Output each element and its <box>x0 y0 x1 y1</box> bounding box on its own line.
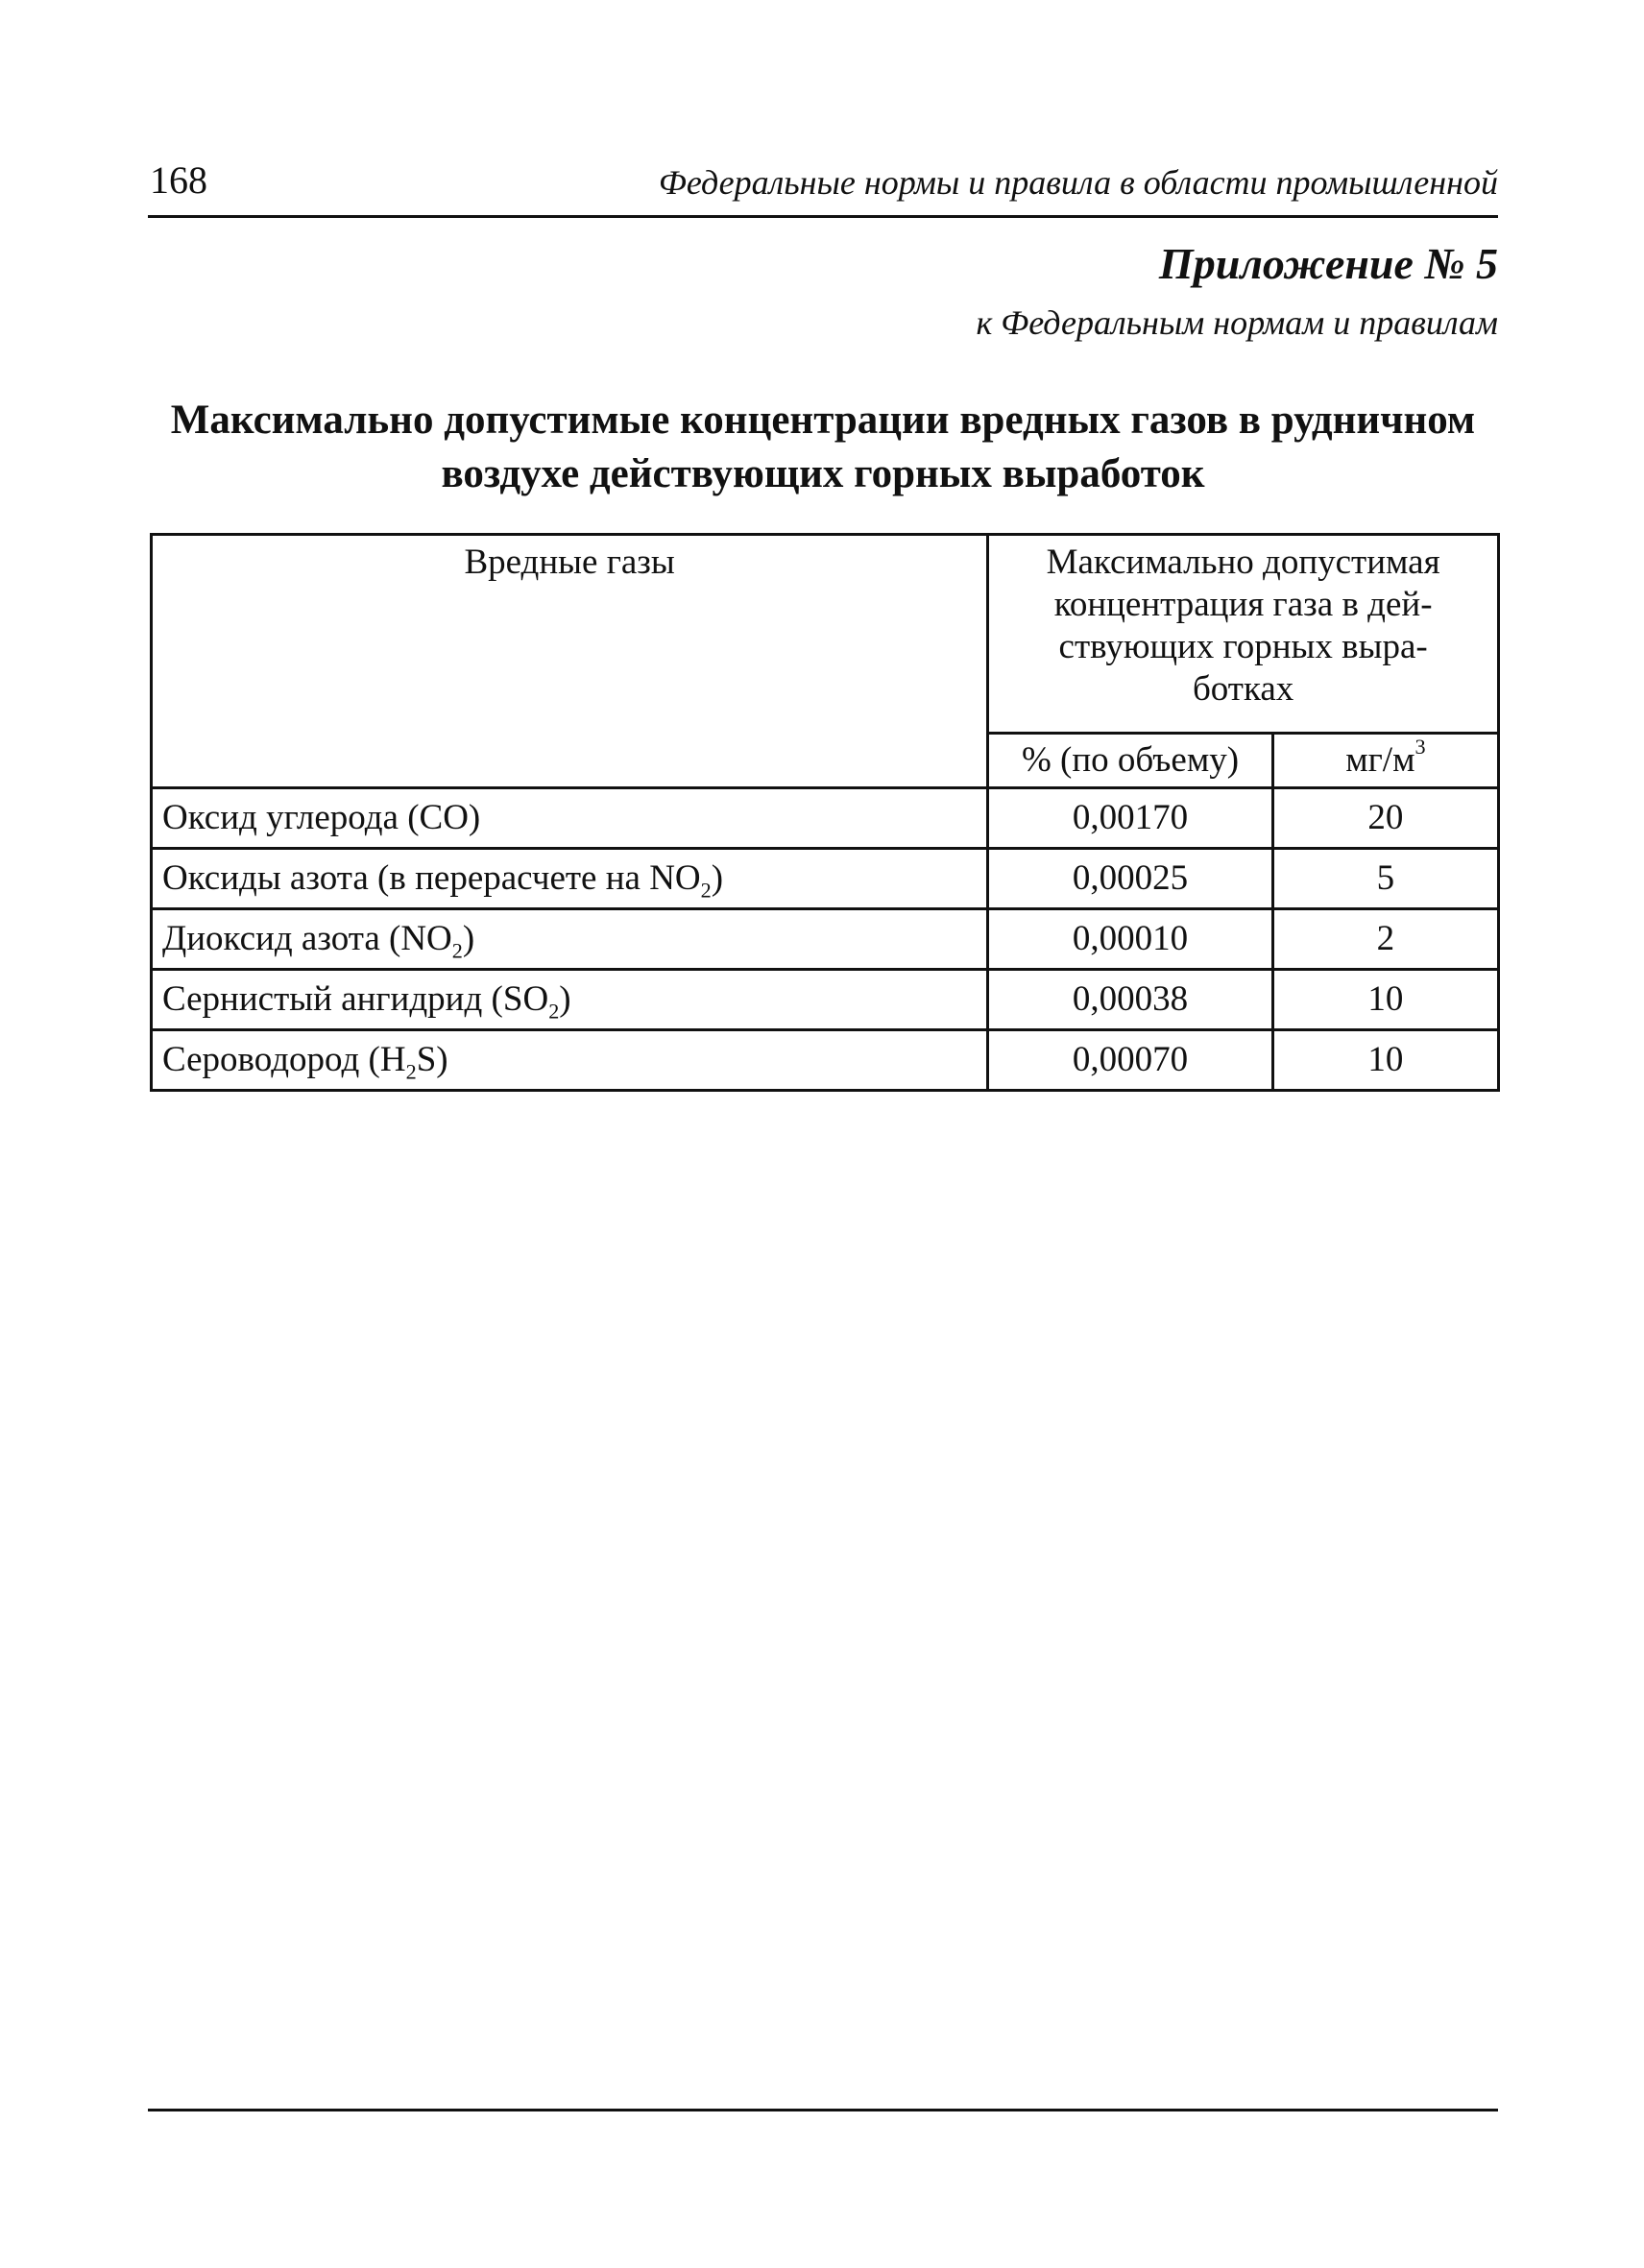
gas-name: Оксиды азота (в перерасчете на NO <box>162 858 701 898</box>
gas-name-suffix: ) <box>559 979 571 1019</box>
header-rule <box>148 215 1498 218</box>
page-number: 168 <box>150 158 207 202</box>
gas-subscript: 2 <box>548 999 560 1024</box>
document-title <box>148 394 1498 501</box>
table-row <box>152 909 1499 970</box>
header-harmful-gases: Вредные газы <box>152 535 988 788</box>
percent-cell: 0,00010 <box>988 909 1273 970</box>
table-row <box>152 849 1499 909</box>
header-max-line-1: Максимально допустимая <box>1046 543 1440 582</box>
percent-cell: 0,00025 <box>988 849 1273 909</box>
document-title-line-1: Максимально допустимые концентрации вредных газов в рудничном <box>170 398 1476 443</box>
table-row <box>152 1030 1499 1091</box>
table-header-row <box>152 535 1499 734</box>
gas-subscript: 2 <box>451 938 463 963</box>
header-max-line-2: концентрация газа в дей- <box>1053 585 1433 624</box>
table-row <box>152 970 1499 1030</box>
mg-cell: 10 <box>1272 1030 1498 1091</box>
header-max-line-4: ботках <box>1192 669 1294 709</box>
running-head: Федеральные нормы и правила в области промышленной <box>658 163 1498 202</box>
gas-name-cell <box>152 1030 988 1091</box>
mg-cell: 2 <box>1272 909 1498 970</box>
document-title-line-2: воздухе действующих горных выработок <box>441 451 1205 496</box>
mg-cell: 10 <box>1272 970 1498 1030</box>
gas-name: Сернистый ангидрид (SO <box>162 979 549 1019</box>
percent-cell: 0,00170 <box>988 788 1273 849</box>
gas-name-cell <box>152 788 988 849</box>
gas-concentration-table <box>150 533 1500 1092</box>
gas-name: Оксид углерода (CO) <box>162 798 481 837</box>
header-unit-percent: % (по объему) <box>988 734 1273 788</box>
gas-name-suffix: S) <box>416 1040 448 1079</box>
footer-rule <box>148 2109 1498 2111</box>
mg-cell: 20 <box>1272 788 1498 849</box>
gas-subscript: 2 <box>700 878 712 903</box>
gas-name-cell <box>152 909 988 970</box>
percent-cell: 0,00038 <box>988 970 1273 1030</box>
gas-name-cell <box>152 849 988 909</box>
appendix-subtitle: к Федеральным нормам и правилам <box>976 303 1498 342</box>
header-max-concentration <box>988 535 1499 734</box>
gas-name-suffix: ) <box>711 858 724 898</box>
header-unit-mg <box>1272 734 1498 788</box>
table-row <box>152 788 1499 849</box>
gas-subscript: 2 <box>405 1059 417 1084</box>
gas-name-cell <box>152 970 988 1030</box>
appendix-title: Приложение № 5 <box>1158 239 1498 288</box>
mg-cell: 5 <box>1272 849 1498 909</box>
unit-mg-base: мг/м <box>1345 740 1415 780</box>
gas-name: Диоксид азота (NO <box>162 919 452 958</box>
gas-name: Сероводород (H <box>162 1040 406 1079</box>
unit-mg-sup: 3 <box>1414 735 1426 760</box>
gas-name-suffix: ) <box>462 919 475 958</box>
percent-cell: 0,00070 <box>988 1030 1273 1091</box>
header-max-line-3: ствующих горных выра- <box>1058 627 1428 666</box>
